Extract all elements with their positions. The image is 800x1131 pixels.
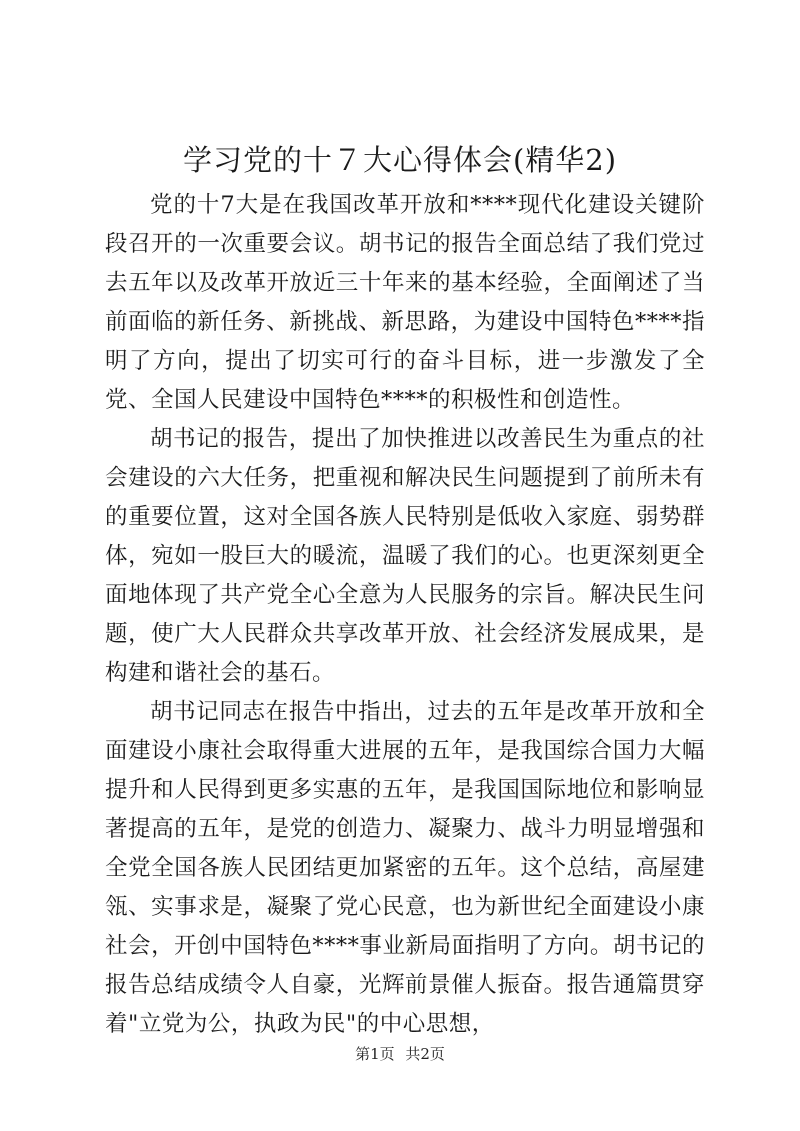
page-total: 共2页 [405,1045,445,1063]
page-footer [0,1044,800,1064]
document-body [105,186,705,1044]
paragraph-1: 党的十7大是在我国改革开放和****现代化建设关键阶段召开的一次重要会议。胡书记的报告全面总结了我们党过去五年以及改革开放近三十年来的基本经验，全面阐述了当前面临的新任务、新挑战、新思路，为建设中国特色****指明了方向，提出了切实可行的奋斗目标，进一步激发了全党、全国人民建设中国特色****的积极性和创造性。 [105,192,705,413]
document-title: 学习党的十７大心得体会(精华2) [182,143,618,177]
page-number: 第1页 [355,1045,395,1063]
paragraph-2: 胡书记的报告，提出了加快推进以改善民生为重点的社会建设的六大任务，把重视和解决民生问题提到了前所未有的重要位置，这对全国各族人民特别是低收入家庭、弱势群体，宛如一股巨大的暖流，温暖了我们的心。也更深刻更全面地体现了共产党全心全意为人民服务的宗旨。解决民生问题，使广大人民群众共享改革开放、社会经济发展成果，是构建和谐社会的基石。 [105,426,705,686]
paragraph-3: 胡书记同志在报告中指出，过去的五年是改革开放和全面建设小康社会取得重大进展的五年，是我国综合国力大幅提升和人民得到更多实惠的五年，是我国国际地位和影响显著提高的五年，是党的创造力、凝聚力、战斗力明显增强和全党全国各族人民团结更加紧密的五年。这个总结，高屋建瓴、实事求是，凝聚了党心民意，也为新世纪全面建设小康社会，开创中国特色****事业新局面指明了方向。胡书记的报告总结成绩令人自豪，光辉前景催人振奋。报告通篇贯穿着"立党为公，执政为民"的中心思想， [105,699,705,1037]
